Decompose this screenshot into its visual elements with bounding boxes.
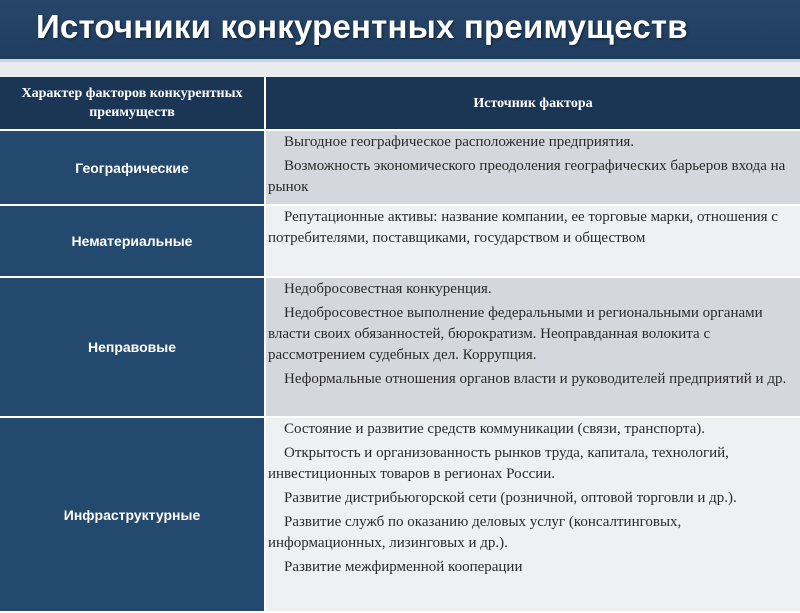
table-row — [0, 417, 800, 612]
source-item: Открытость и организованность рынков труда, капитала, технологий, инвестиционных товаров в регионах России. — [268, 445, 729, 482]
source-item: Развитие дистрибьюгорской сети (розничной, оптовой торговли и др.). — [284, 490, 737, 506]
source-item: Неформальные отношения органов власти и руководителей предприятий и др. — [284, 371, 787, 387]
row-sources — [265, 130, 800, 205]
row-category-geographic: Географические — [0, 130, 265, 205]
row-sources — [265, 205, 800, 277]
table-header-row — [0, 77, 800, 130]
row-category-infrastructure: Инфраструктурные — [0, 417, 265, 612]
source-item: Недобросовестная конкуренция. — [284, 281, 492, 297]
table-row — [0, 205, 800, 277]
row-sources — [265, 277, 800, 417]
source-item: Выгодное географическое расположение предприятия. — [284, 134, 635, 150]
slide-title: Источники конкурентных преимуществ — [36, 8, 688, 45]
row-category-non-legal: Неправовые — [0, 277, 265, 417]
row-sources — [265, 417, 800, 612]
row-category-intangible: Нематериальные — [0, 205, 265, 277]
source-item: Развитие служб по оказанию деловых услуг (консалтинговых, информационных, лизинговых и др.). — [268, 514, 682, 551]
competitive-advantages-table — [0, 77, 800, 613]
source-item: Недобросовестное выполнение федеральными и региональными органами власти своих обязанностей, бюрократизм. Неоправданная волокита с рассмотрением судебных дел. Коррупция. — [268, 305, 763, 363]
table-row — [0, 130, 800, 205]
title-bar — [0, 0, 800, 62]
source-item: Состояние и развитие средств коммуникации (связи, транспорта). — [284, 421, 705, 437]
table-row — [0, 277, 800, 417]
source-item: Репутационные активы: название компании, ее торговые марки, отношения с потребителями, поставщиками, государством и обществом — [268, 209, 778, 246]
source-item: Развитие межфирменной кооперации — [284, 559, 523, 575]
header-factor-type: Характер факторов конкурентных преимуществ — [0, 77, 265, 130]
header-factor-source: Источник фактора — [265, 77, 800, 130]
source-item: Возможность экономического преодоления географических барьеров входа на рынок — [268, 158, 786, 195]
